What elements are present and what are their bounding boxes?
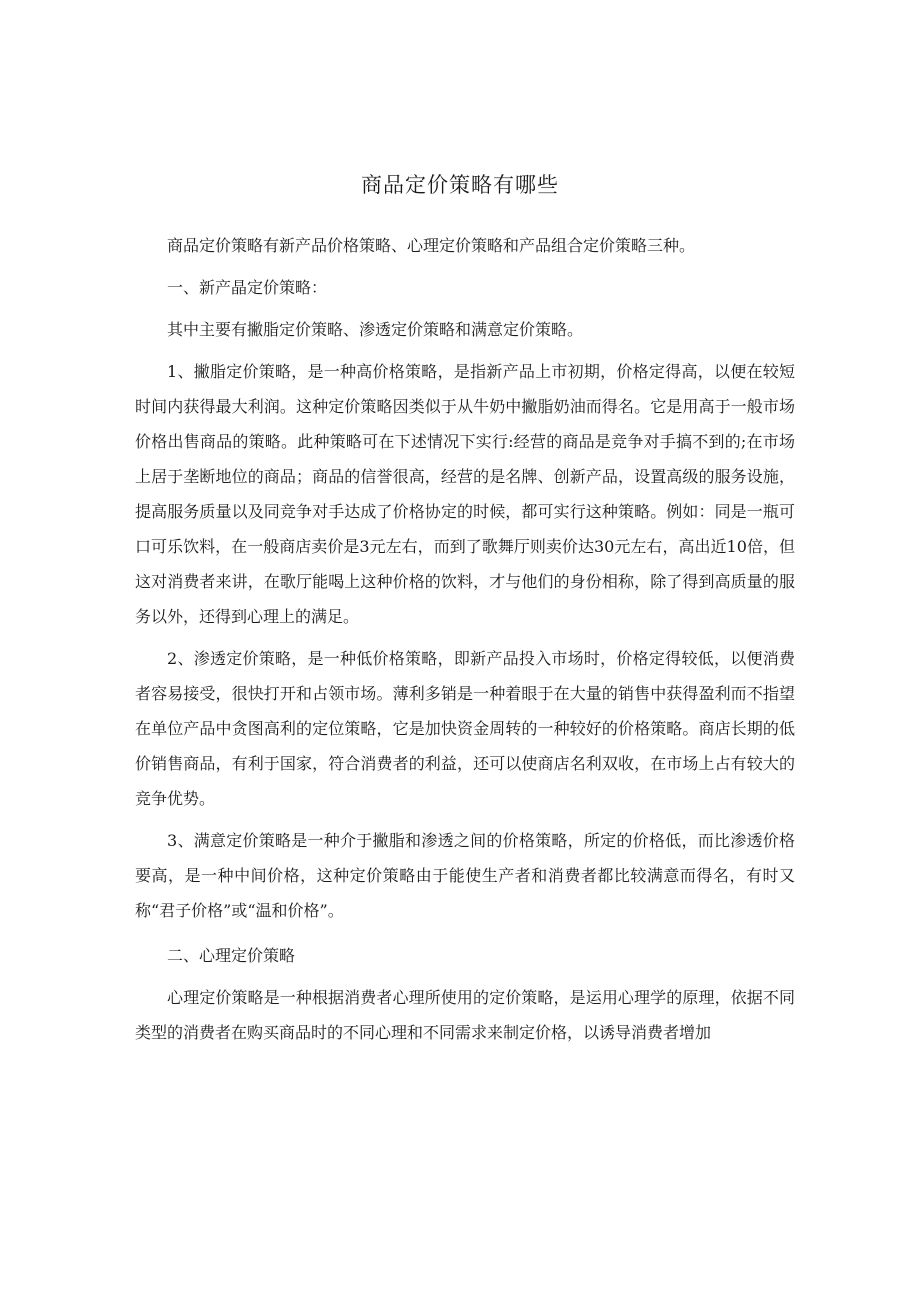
satisfactory-pricing-paragraph: 3、满意定价策略是一种介于撇脂和渗透之间的价格策略，所定的价格低，而比渗透价格要高，是一种中间价格，这种定价策略由于能使生产者和消费者都比较满意而得名，有时又称“君子价格”或“温和价格”。 [135, 831, 795, 920]
psychological-pricing-paragraph: 心理定价策略是一种根据消费者心理所使用的定价策略，是运用心理学的原理，依据不同类型的消费者在购买商品时的不同心理和不同需求来制定价格，以诱导消费者增加 [135, 988, 795, 1042]
penetration-pricing-paragraph: 2、渗透定价策略，是一种低价格策略，即新产品投入市场时，价格定得较低，以便消费者容易接受，很快打开和占领市场。薄利多销是一种着眼于在大量的销售中获得盈利而不指望在单位产品中贪图高利的定位策略，它是加快资金周转的一种较好的价格策略。商店长期的低价销售商品，有利于国家，符合消费者的利益，还可以使商店名利双收，在市场上占有较大的竞争优势。 [135, 649, 795, 808]
section-heading-psychological: 二、心理定价策略 [167, 946, 296, 965]
document-title: 商品定价策略有哪些 [361, 173, 559, 197]
document-body [135, 228, 795, 1057]
section-heading-new-product: 一、新产晶定价策略： [167, 278, 328, 297]
intro-paragraph: 商品定价策略有新产品价格策略、心理定价策略和产品组合定价策略三种。 [167, 236, 696, 255]
new-product-summary-paragraph: 其中主要有撇脂定价策略、渗透定价策略和满意定价策略。 [167, 320, 584, 339]
skimming-pricing-paragraph: 1、撇脂定价策略，是一种高价格策略，是指新产品上市初期，价格定得高，以便在较短时间内获得最大利润。这种定价策略因类似于从牛奶中撇脂奶油而得名。它是用高于一般市场价格出售商品的策略。此种策略可在下述情况下实行:经营的商品是竞争对手搞不到的;在市场上居于垄断地位的商品；商品的信誉很高，经营的是名牌、创新产品，设置高级的服务设施，提高服务质量以及同竞争对手达成了价格协定的时候，都可实行这种策略。例如：同是一瓶可口可乐饮料，在一般商店卖价是3元左右，而到了歌舞厅则卖价达30元左右，高出近10倍，但这对消费者来讲，在歌厅能喝上这种价格的饮料，才与他们的身份相称，除了得到高质量的服务以外，还得到心理上的满足。 [135, 362, 795, 626]
